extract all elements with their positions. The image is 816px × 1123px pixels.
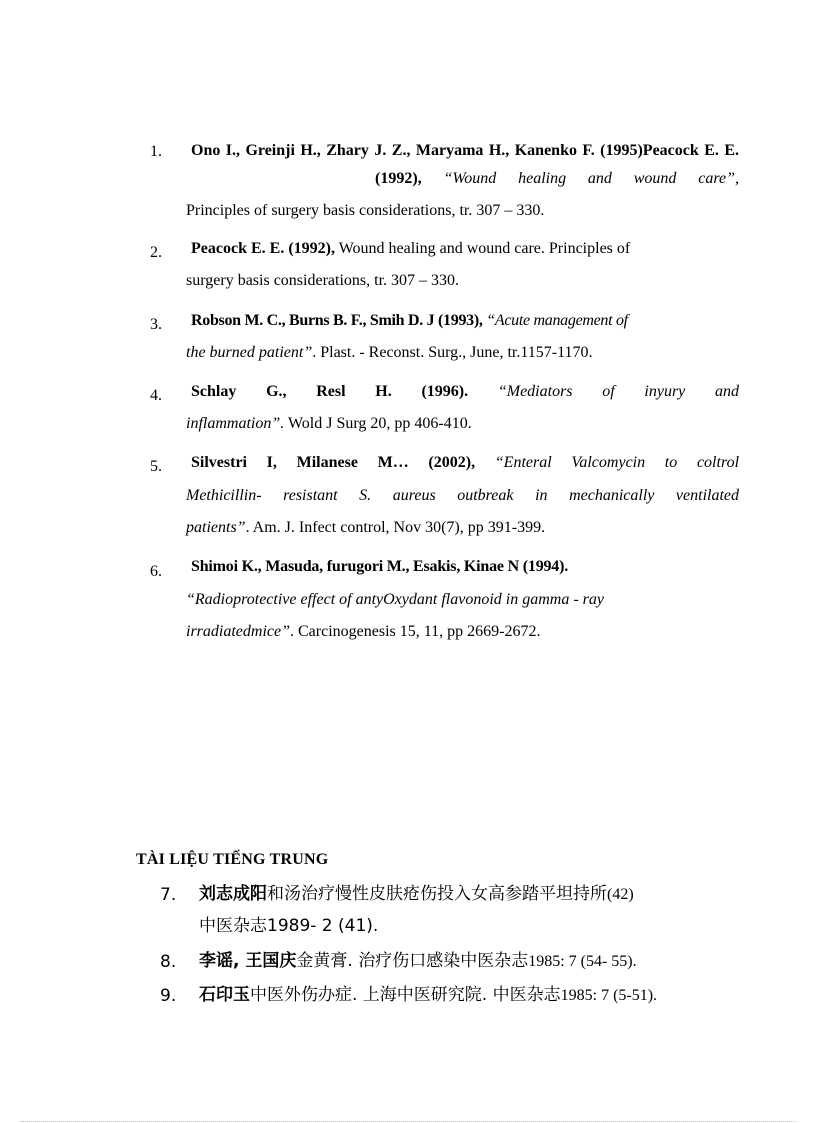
reference-title-line [375,169,739,189]
reference-author: 石印玉 [199,985,250,1005]
reference-line-1 [199,883,634,906]
reference-number: 8. [160,952,177,972]
reference-title-cont: inflammation”. [186,415,285,432]
reference-title: “Wound healing and wound care”, [443,170,740,187]
reference-title: “Acute management of [486,312,628,329]
reference-line-2 [186,414,739,434]
reference-number: 2. [150,244,162,261]
reference-line-1 [191,311,739,331]
reference-year: (1992), [375,170,422,187]
reference-line-2: 中医杂志1989- 2 (41). [199,916,379,936]
reference-line-2 [186,343,739,363]
reference-line-1 [191,557,739,577]
reference-number: 4. [150,387,162,404]
reference-rest: . Am. J. Infect control, Nov 30(7), pp 391-399. [245,519,546,536]
reference-line-1 [191,453,739,473]
reference-author: 李谣, 王国庆 [199,951,297,971]
reference-authors: Silvestri I, Milanese M… (2002), [191,454,476,471]
reference-tail: 1985: 7 (5-51). [560,987,658,1004]
reference-number: 6. [150,563,162,580]
reference-line-1 [191,382,739,402]
reference-author: 刘志成阳 [199,884,267,904]
reference-title-cont: Methicillin- resistant S. aureus outbreak in mechanically ventilated [186,487,739,504]
reference-line-2 [186,590,739,610]
reference-authors: Peacock E. E. (1992), [191,240,335,257]
reference-line-3 [186,622,739,642]
reference-tail: (42) [607,886,634,903]
reference-authors-line [191,141,739,161]
reference-title: “Radioprotective effect of antyOxydant flavonoid in gamma - ray [186,591,604,608]
reference-text: 和汤治疗慢性皮肤疮伤投入女高参踏平坦持所 [267,884,607,904]
reference-number: 3. [150,316,162,333]
reference-line-2 [186,486,739,506]
page-bottom-rule [20,1121,796,1122]
reference-title-cont: irradiatedmice” [186,623,290,640]
reference-text: 金黄膏. 治疗伤口感染中医杂志 [296,951,529,971]
reference-title: “Enteral Valcomycin to coltrol [494,454,740,471]
reference-rest: Principles of surgery basis considerations, tr. 307 – 330. [186,202,545,219]
reference-tail: 1985: 7 (54- 55). [528,953,637,970]
reference-rest: . Plast. - Reconst. Surg., June, tr.1157-1170. [312,344,593,361]
reference-title-end: patients” [186,519,246,536]
reference-number: 7. [160,885,177,905]
section-heading: TÀI LIỆU TIẾNG TRUNG [136,851,329,868]
reference-number: 9. [160,986,177,1006]
reference-authors: Schlay G., Resl H. (1996). [191,383,469,400]
reference-line-1 [199,950,637,973]
reference-authors: Robson M. C., Burns B. F., Smih D. J (1993), [191,312,483,329]
reference-line-1 [191,239,739,259]
reference-line-3 [186,518,739,538]
reference-number: 1. [150,143,162,160]
reference-line-1 [199,984,657,1007]
reference-rest: . Carcinogenesis 15, 11, pp 2669-2672. [290,623,541,640]
reference-authors: Ono I., Greinji H., Zhary J. Z., Maryama H., Kanenko F. (1995)Peacock E. E. [191,142,739,159]
reference-title: “Mediators of inyury and [497,383,740,400]
reference-rest: Wold J Surg 20, pp 406-410. [287,415,472,432]
reference-line-2: surgery basis considerations, tr. 307 – 330. [186,272,460,289]
reference-authors: Shimoi K., Masuda, furugori M., Esakis, Kinae N (1994). [191,558,569,575]
reference-text: 中医外伤办症. 上海中医研究院. 中医杂志 [250,985,561,1005]
reference-number: 5. [150,458,162,475]
reference-title-cont: the burned patient” [186,344,313,361]
reference-rest: Wound healing and wound care. Principles of [338,240,631,257]
